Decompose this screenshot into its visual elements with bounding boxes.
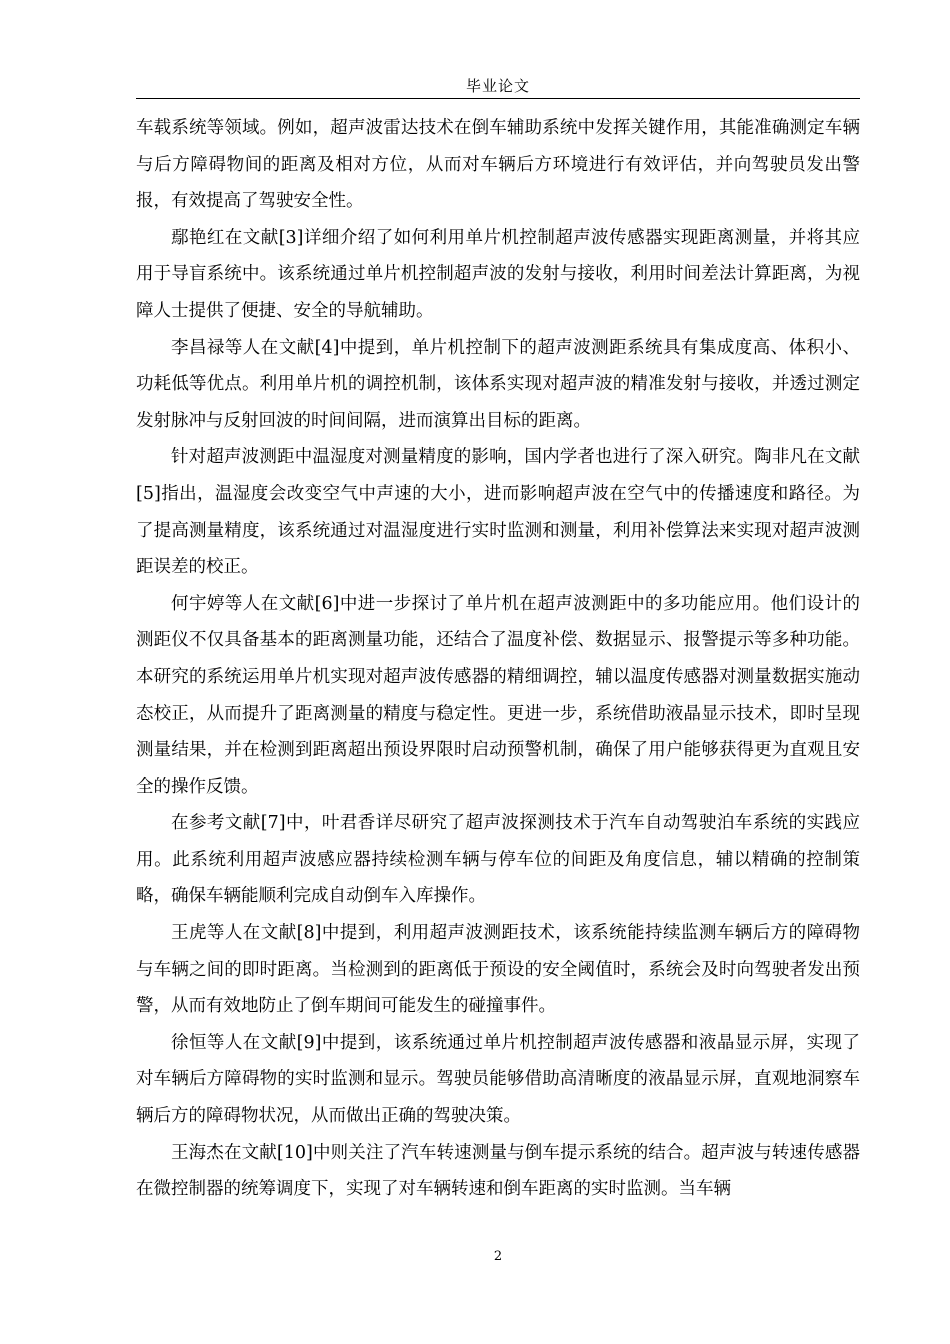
paragraph: 针对超声波测距中温湿度对测量精度的影响，国内学者也进行了深入研究。陶非凡在文献[5]指出，温湿度会改变空气中声速的大小，进而影响超声波在空气中的传播速度和路径。为了提高测量精度，该系统通过对温湿度进行实时监测和测量，利用补偿算法来实现对超声波测距误差的校正。 (136, 447, 860, 578)
paragraph: 在参考文献[7]中，叶君香详尽研究了超声波探测技术于汽车自动驾驶泊车系统的实践应用。此系统利用超声波感应器持续检测车辆与停车位的间距及角度信息，辅以精确的控制策略，确保车辆能顺利完成自动倒车入库操作。 (136, 813, 860, 907)
paragraph: 何宇婷等人在文献[6]中进一步探讨了单片机在超声波测距中的多功能应用。他们设计的测距仪不仅具备基本的距离测量功能，还结合了温度补偿、数据显示、报警提示等多种功能。本研究的系统运用单片机实现对超声波传感器的精细调控，辅以温度传感器对测量数据实施动态校正，从而提升了距离测量的精度与稳定性。更进一步，系统借助液晶显示技术，即时呈现测量结果，并在检测到距离超出预设界限时启动预警机制，确保了用户能够获得更为直观且安全的操作反馈。 (136, 593, 860, 797)
page-header-title: 毕业论文 (465, 77, 530, 95)
paragraph: 王虎等人在文献[8]中提到，利用超声波测距技术，该系统能持续监测车辆后方的障碍物与车辆之间的即时距离。当检测到的距离低于预设的安全阈值时，系统会及时向驾驶者发出预警，从而有效地防止了倒车期间可能发生的碰撞事件。 (136, 923, 860, 1017)
paragraph: 王海杰在文献[10]中则关注了汽车转速测量与倒车提示系统的结合。超声波与转速传感器在微控制器的统筹调度下，实现了对车辆转速和倒车距离的实时监测。当车辆 (136, 1142, 860, 1200)
body-text (136, 110, 860, 1208)
page-number: 2 (493, 1249, 503, 1264)
paragraph: 鄢艳红在文献[3]详细介绍了如何利用单片机控制超声波传感器实现距离测量，并将其应用于导盲系统中。该系统通过单片机控制超声波的发射与接收，利用时间差法计算距离，为视障人士提供了便捷、安全的导航辅助。 (136, 227, 860, 321)
header-rule (136, 98, 860, 99)
paragraph: 李昌禄等人在文献[4]中提到，单片机控制下的超声波测距系统具有集成度高、体积小、功耗低等优点。利用单片机的调控机制，该体系实现对超声波的精准发射与接收，并透过测定发射脉冲与反射回波的时间间隔，进而演算出目标的距离。 (136, 337, 860, 431)
paragraph: 徐恒等人在文献[9]中提到，该系统通过单片机控制超声波传感器和液晶显示屏，实现了对车辆后方障碍物的实时监测和显示。驾驶员能够借助高清晰度的液晶显示屏，直观地洞察车辆后方的障碍物状况，从而做出正确的驾驶决策。 (136, 1032, 860, 1127)
paragraph-continued: 车载系统等领域。例如，超声波雷达技术在倒车辅助系统中发挥关键作用，其能准确测定车辆与后方障碍物间的距离及相对方位，从而对车辆后方环境进行有效评估，并向驾驶员发出警报，有效提高了驾驶安全性。 (136, 118, 860, 212)
